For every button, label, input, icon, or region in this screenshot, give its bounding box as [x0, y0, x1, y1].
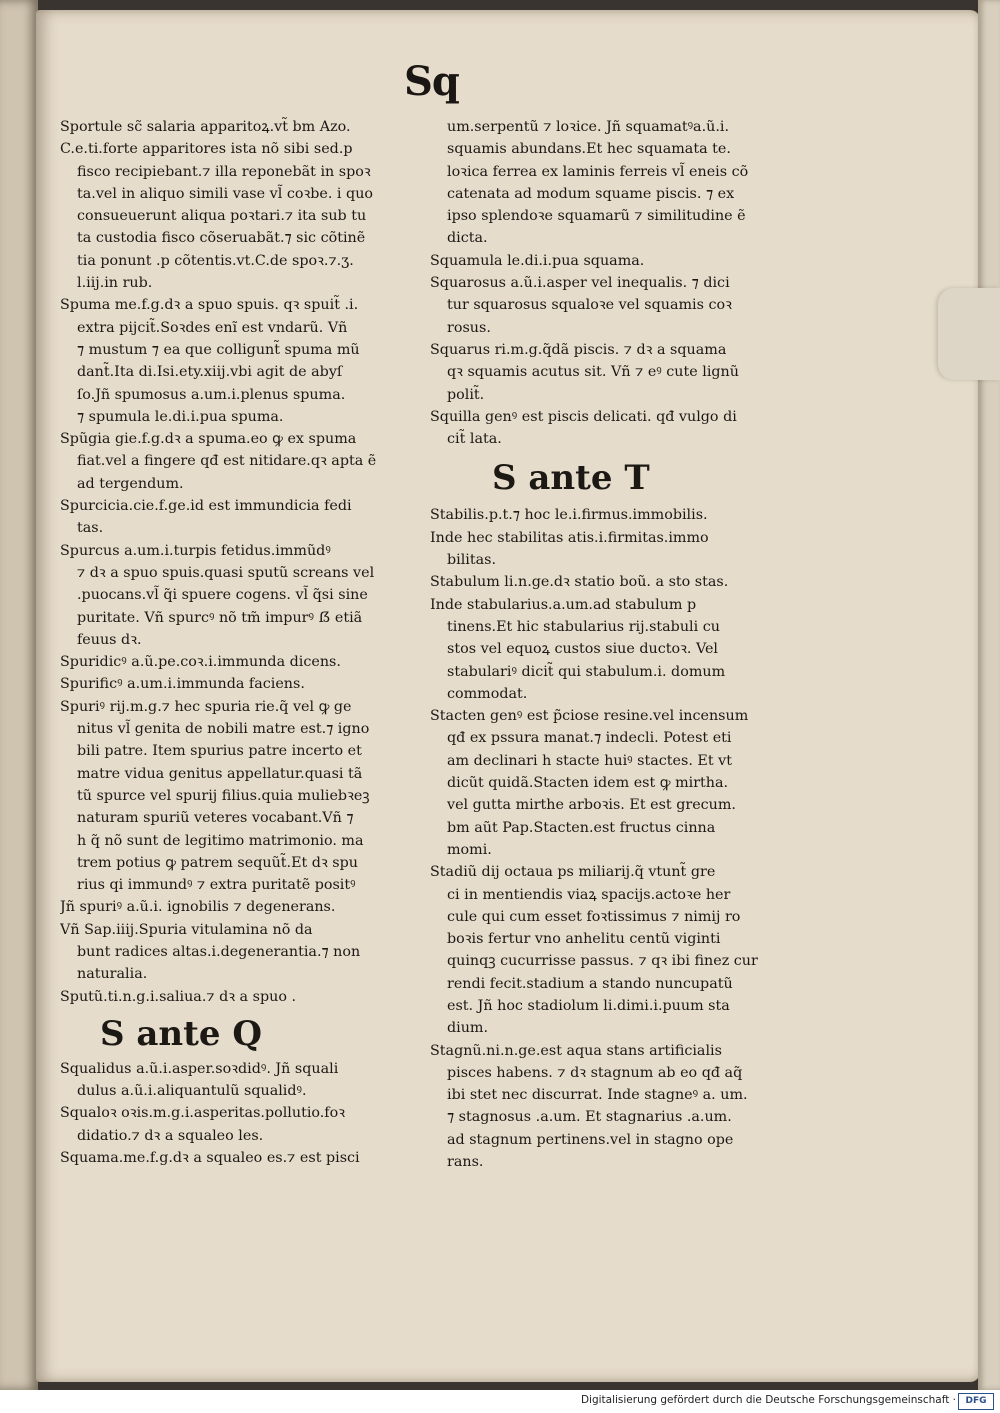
text-line: consueuerunt aliqua poꝛtari.⁊ ita sub tu	[77, 208, 367, 225]
text-line: fiat.vel a fingere qđ est nitidare.qꝛ apta ẽ	[77, 453, 377, 470]
text-line: cit̃ lata.	[447, 431, 502, 448]
text-line: Stabulum li.n.ge.dꝛ statio boũ. a sto stas.	[430, 574, 729, 591]
text-line: am declinari h stacte huiꝰ stactes. Et vt	[447, 752, 732, 769]
text-line: Spuridicꝰ a.ũ.pe.coꝛ.i.immunda dicens.	[60, 654, 341, 671]
text-line: squamis abundans.Et hec squamata te.	[447, 141, 731, 158]
bookmark-tab	[938, 288, 1000, 380]
text-line: l.iij.in rub.	[77, 275, 153, 292]
text-line: Stacten genꝰ est p̃ciose resine.vel incensum	[430, 708, 749, 725]
text-line: rendi fecit.stadium a stando nuncupatũ	[447, 975, 733, 992]
text-line: bunt radices altas.i.degenerantia.⁊ non	[77, 943, 361, 960]
text-line: catenata ad modum squame piscis. ⁊ ex	[447, 185, 735, 202]
text-line: dicta.	[447, 230, 488, 247]
text-line: nitus vl̃ genita de nobili matre est.⁊ igno	[77, 721, 370, 738]
text-line: Squilla genꝰ est piscis delicati. qđ vulgo di	[430, 408, 737, 425]
page-fore-edge	[978, 0, 1000, 1390]
text-line: pisces habens. ⁊ dꝛ stagnum ab eo qđ aq̃	[447, 1064, 743, 1081]
text-line: ⁊ dꝛ a spuo spuis.quasi sputũ screans vel	[77, 564, 375, 581]
text-line: Spurificꝰ a.um.i.immunda faciens.	[60, 676, 305, 693]
text-line: boꝛis fertur vno anhelitu centũ viginti	[447, 931, 721, 948]
funding-credit: Digitalisierung gefördert durch die Deutsche Forschungsgemeinschaft ·	[580, 1394, 956, 1406]
text-line: Squalidus a.ũ.i.asper.soꝛdidꝰ. Jñ squali	[60, 1060, 339, 1077]
text-line: Jñ spuriꝰ a.ũ.i. ignobilis ⁊ degenerans.	[60, 899, 336, 916]
text-line: momi.	[447, 841, 492, 858]
text-line: Stabilis.p.t.⁊ hoc le.i.firmus.immobilis.	[430, 507, 708, 524]
text-line: quinqꝫ cucurrisse passus. ⁊ qꝛ ibi finez cur	[447, 953, 758, 970]
text-line: ta.vel in aliquo simili vase vl̃ coꝛbe. i quo	[77, 185, 374, 202]
text-line: dulus a.ũ.i.aliquantulũ squalidꝰ.	[77, 1083, 307, 1100]
footer-bar	[0, 1390, 1000, 1413]
text-line: Squamula le.di.i.pua squama.	[430, 252, 645, 269]
text-line: ad stagnum pertinens.vel in stagno ope	[447, 1131, 734, 1148]
text-line: ibi stet nec discurrat. Inde stagneꝰ a. um.	[447, 1087, 748, 1104]
text-line: ſo.Jñ spumosus a.um.i.plenus spuma.	[77, 386, 346, 403]
text-line: ⁊ stagnosus .a.um. Et stagnarius .a.um.	[447, 1109, 732, 1126]
running-title: Sq	[404, 58, 459, 105]
facing-page-edge	[0, 0, 38, 1390]
text-line: .puocans.vl̃ q̃i spuere cogens. vl̃ q̃si sine	[77, 587, 368, 604]
text-line: tas.	[77, 520, 104, 537]
text-line: fisco recipiebant.⁊ illa reponebãt in spoꝛ	[77, 163, 371, 180]
section-heading: S ante T	[492, 458, 650, 499]
text-line: didatio.⁊ dꝛ a squaleo les.	[77, 1127, 264, 1144]
text-line: bili patre. Item spurius patre incerto et	[77, 743, 362, 760]
text-line: tia ponunt .p cõtentis.vt.C.de spoꝛ.⁊.ʒ.	[77, 252, 354, 269]
text-line: naturalia.	[77, 966, 148, 983]
text-line: dium.	[447, 1020, 489, 1037]
text-line: Inde hec stabilitas atis.i.firmitas.immo	[430, 529, 709, 546]
text-line: ta custodia fisco cõseruabãt.⁊ sic cõtinẽ	[77, 230, 366, 247]
text-line: Vñ Sap.iiij.Spuria vitulamina nõ da	[60, 921, 313, 938]
right-column	[430, 116, 788, 1173]
text-line: rans.	[447, 1154, 484, 1171]
text-line: extra pijcit̃.Soꝛdes enĩ est vndarũ. Vñ	[77, 319, 348, 336]
text-line: bm aũt Pap.Stacten.est fructus cinna	[447, 819, 716, 836]
dfg-logo: DFG	[958, 1393, 994, 1410]
text-line: naturam spuriũ veteres vocabant.Vñ ⁊	[77, 810, 354, 827]
text-line: stos vel equoꝝ custos siue ductoꝛ. Vel	[447, 641, 719, 658]
text-line: matre vidua genitus appellatur.quasi tã	[77, 765, 363, 782]
text-line: trem potius ꝙ patrem sequũt̃.Et dꝛ spu	[77, 854, 358, 871]
text-line: commodat.	[447, 685, 528, 702]
text-line: cule qui cum esset foꝛtissimus ⁊ nimij ro	[447, 908, 741, 925]
text-line: Spuma me.f.g.dꝛ a spuo spuis. qꝛ spuit̃ .i.	[60, 297, 359, 314]
text-line: Spurcicia.cie.f.ge.id est immundicia fedi	[60, 498, 352, 515]
section-heading: S ante Q	[100, 1013, 262, 1054]
text-line: qꝛ squamis acutus sit. Vñ ⁊ eꝰ cute lignũ	[447, 364, 739, 381]
text-line: tur squarosus squaloꝛe vel squamis coꝛ	[447, 297, 732, 314]
text-line: Inde stabularius.a.um.ad stabulum p	[430, 596, 697, 613]
text-line: Squama.me.f.g.dꝛ a squaleo es.⁊ est pisci	[60, 1150, 360, 1167]
text-line: h q̃ nõ sunt de legitimo matrimonio. ma	[77, 832, 364, 849]
text-line: Sportule sc̃ salaria apparitoꝝ.vt̃ bm Azo.	[60, 119, 351, 135]
text-line: dant̃.Ita di.Isi.ety.xiij.vbi agit de abyſ	[77, 364, 343, 381]
text-line: rosus.	[447, 319, 491, 336]
text-line: Stadiũ dij octaua ps miliarij.q̃ vtunt̃ gre	[430, 864, 716, 881]
text-line: Sputũ.ti.n.g.i.saliua.⁊ dꝛ a spuo .	[60, 988, 297, 1005]
text-line: Stagnũ.ni.n.ge.est aqua stans artificialis	[430, 1042, 722, 1059]
text-line: ipso splendoꝛe squamarũ ⁊ similitudine ẽ	[447, 208, 746, 225]
text-line: polit̃.	[447, 386, 485, 403]
text-line: ci in mentiendis viaꝝ spacijs.actoꝛe her	[447, 886, 731, 903]
text-line: est. Jñ hoc stadiolum li.dimi.i.puum sta	[447, 997, 730, 1014]
text-line: ⁊ mustum ⁊ ea que colligunt̃ spuma mũ	[77, 341, 360, 358]
text-line: dicũt quidã.Stacten idem est ꝙ mirtha.	[447, 775, 729, 792]
text-line: ad tergendum.	[77, 475, 184, 492]
text-line: vel gutta mirthe arboꝛis. Et est grecum.	[447, 797, 736, 814]
left-column	[60, 116, 408, 1169]
text-line: Spuriꝰ rij.m.g.⁊ hec spuria rie.q̃ vel ꝙ ge	[60, 698, 352, 715]
text-line: bilitas.	[447, 552, 497, 569]
text-line: ⁊ spumula le.di.i.pua spuma.	[77, 408, 284, 425]
text-line: Squaloꝛ oꝛis.m.g.i.asperitas.pollutio.foꝛ	[60, 1105, 345, 1122]
text-line: Squarus ri.m.g.q̃dã piscis. ⁊ dꝛ a squama	[430, 341, 727, 358]
text-line: um.serpentũ ⁊ loꝛice. Jñ squamatꝰa.ũ.i.	[447, 119, 729, 135]
text-line: qđ ex pssura manat.⁊ indecli. Potest eti	[447, 730, 732, 747]
text-line: Squarosus a.ũ.i.asper vel inequalis. ⁊ dici	[430, 275, 730, 292]
text-line: puritate. Vñ spurcꝰ nõ tm̃ impurꝰ ẞ etiã	[77, 609, 363, 626]
text-line: Spũgia gie.f.g.dꝛ a spuma.eo ꝙ ex spuma	[60, 431, 357, 448]
text-line: loꝛica ferrea ex laminis ferreis vl̃ eneis cõ	[447, 163, 749, 180]
text-line: Spurcus a.um.i.turpis fetidus.immũdꝰ	[60, 542, 331, 559]
text-line: tũ spurce vel spurij filius.quia muliebꝛeꝫ	[77, 787, 370, 804]
text-line: rius qi immundꝰ ⁊ extra puritatẽ positꝰ	[77, 877, 356, 894]
text-line: tinens.Et hic stabularius rij.stabuli cu	[447, 618, 720, 635]
text-line: feuus dꝛ.	[77, 631, 142, 648]
text-line: stabulariꝰ dicit̃ qui stabulum.i. domum	[447, 663, 726, 680]
text-line: C.e.ti.forte apparitores ista nõ sibi sed.p	[60, 141, 353, 158]
